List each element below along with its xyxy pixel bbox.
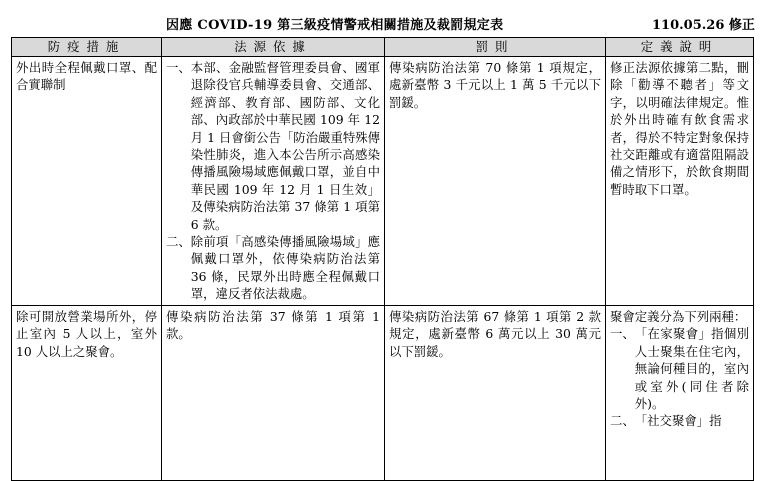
document-title: 因應 COVID-19 第三級疫情警戒相關措施及裁罰規定表 (166, 18, 504, 33)
list-item (166, 59, 380, 233)
list-item-text: 「社交聚會」指 (634, 413, 722, 429)
list-item-number: 二、 (610, 413, 635, 429)
list-item-number: 一、 (166, 60, 191, 75)
list-item-text: 除前項「高感染傳播風險場域」應佩戴口罩外，依傳染病防治法第 36 條，民眾外出時應全程佩戴口罩，違反者依法裁處。 (190, 234, 380, 302)
list-item (610, 412, 749, 429)
measure-cell: 除可開放營業場所外，停止室內 5 人以上，室外 10 人以上之聚會。 (12, 306, 162, 481)
table-row (12, 306, 754, 481)
table-header-row (12, 38, 754, 57)
list-item (166, 233, 380, 303)
list-item-text: 「在家聚會」指個別人士聚集在住宅內，無論何種目的，室內或室外(同住者除外)。 (634, 326, 749, 412)
definition-cell: 修正法源依據第二點，刪除「勸導不聽者」等文字，以明確法律規定。惟於外出時確有飲食需求者，得於不特定對象保持社交距離或有適當阻隔設備之情形下，於飲食期間暫時取下口罩。 (606, 57, 754, 306)
definition-cell (606, 306, 754, 481)
list-item-number: 二、 (166, 234, 191, 250)
measures-table (11, 37, 754, 481)
table-row (12, 57, 754, 306)
header (0, 0, 764, 36)
column-header-penalty: 罰則 (385, 38, 606, 57)
measure-cell: 外出時全程佩戴口罩、配合實聯制 (12, 57, 162, 306)
list-item (610, 325, 749, 412)
legal-basis-cell (162, 57, 385, 306)
legal-basis-cell: 傳染病防治法第 37 條第 1 項第 1 款。 (162, 306, 385, 481)
column-header-definition: 定義說明 (606, 38, 754, 57)
column-header-legal-basis: 法源依據 (162, 38, 385, 57)
list-item-text: 本部、金融監督管理委員會、國軍退除役官兵輔導委員會、交通部、經濟部、教育部、國防部、文化部、內政部於中華民國 109 年 12 月 1 日會銜公告「防治嚴重特殊傳染性肺炎，進入本公告所示高感染傳播風險場域應佩戴口罩，並自中華民國 109 年 12 月 1 日生效」及傳染病防治法第 37 條第 1 項第 6 款。 (190, 60, 381, 232)
revision-date: 110.05.26 修正 (652, 18, 755, 33)
penalty-cell: 傳染病防治法第 67 條第 1 項第 2 款規定，處新臺幣 6 萬元以上 30 萬元以下罰鍰。 (385, 306, 606, 481)
list-item-number: 一、 (610, 326, 635, 342)
definition-intro: 聚會定義分為下列兩種： (610, 309, 747, 324)
column-header-measure: 防疫措施 (12, 38, 162, 57)
penalty-cell: 傳染病防治法第 70 條第 1 項規定，處新臺幣 3 千元以上 1 萬 5 千元以下罰鍰。 (385, 57, 606, 306)
